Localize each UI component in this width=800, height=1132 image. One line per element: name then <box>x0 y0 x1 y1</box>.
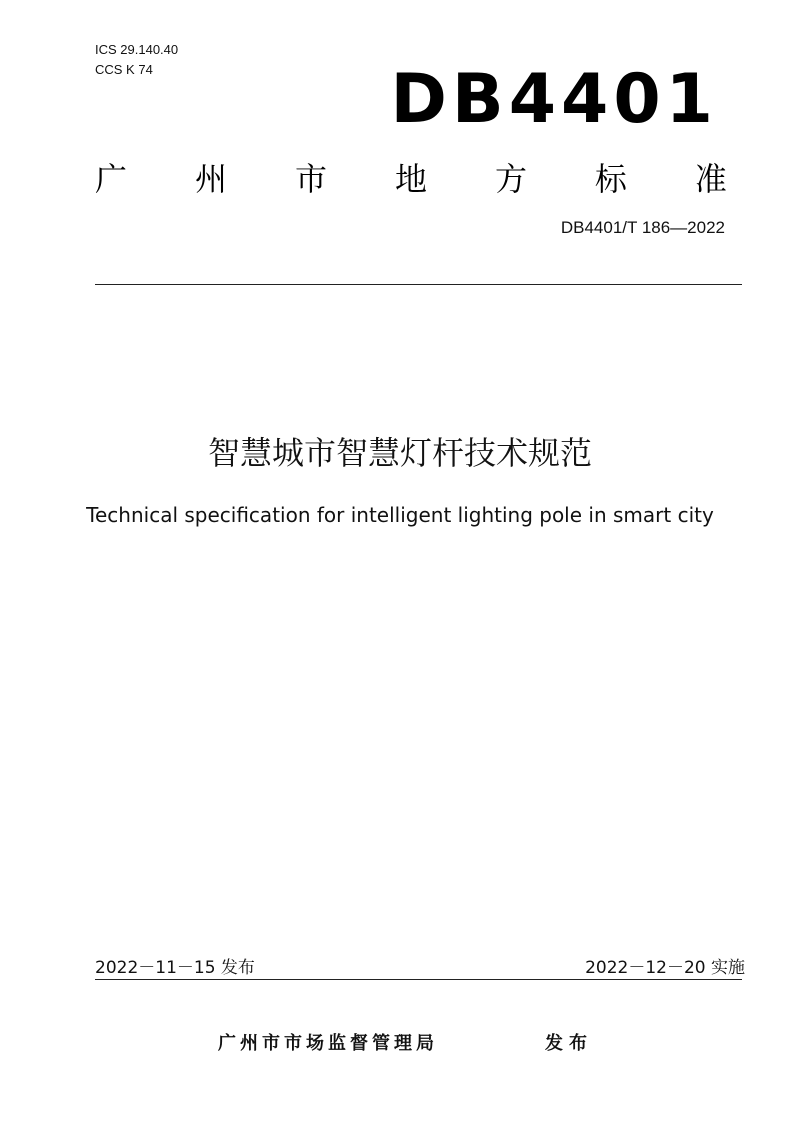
standard-type <box>95 158 727 200</box>
publish-label: 发布 <box>545 1033 593 1054</box>
standard-type-char: 准 <box>694 160 727 198</box>
ccs-code: CCS K 74 <box>95 62 153 77</box>
standard-type-char: 广 <box>95 160 128 198</box>
standard-number: DB4401/T 186—2022 <box>560 218 725 237</box>
document-title-cn: 智慧城市智慧灯杆技术规范 <box>207 434 592 472</box>
implementation-date: 2022－12－20 实施 <box>585 958 745 978</box>
top-divider <box>95 284 742 285</box>
ics-code: ICS 29.140.40 <box>95 42 179 57</box>
standard-type-char: 市 <box>294 160 327 198</box>
publisher-name: 广州市市场监督管理局 <box>218 1033 438 1054</box>
standard-type-char: 州 <box>194 160 227 198</box>
bottom-divider <box>95 979 742 980</box>
issue-date: 2022－11－15 发布 <box>95 958 255 978</box>
standard-type-char: 方 <box>494 160 527 198</box>
standard-type-char: 地 <box>394 160 427 198</box>
standard-code: DB4401 <box>390 60 718 139</box>
standard-type-char: 标 <box>594 160 627 198</box>
document-title-en: Technical specification for intelligent lighting pole in smart city <box>86 503 714 527</box>
